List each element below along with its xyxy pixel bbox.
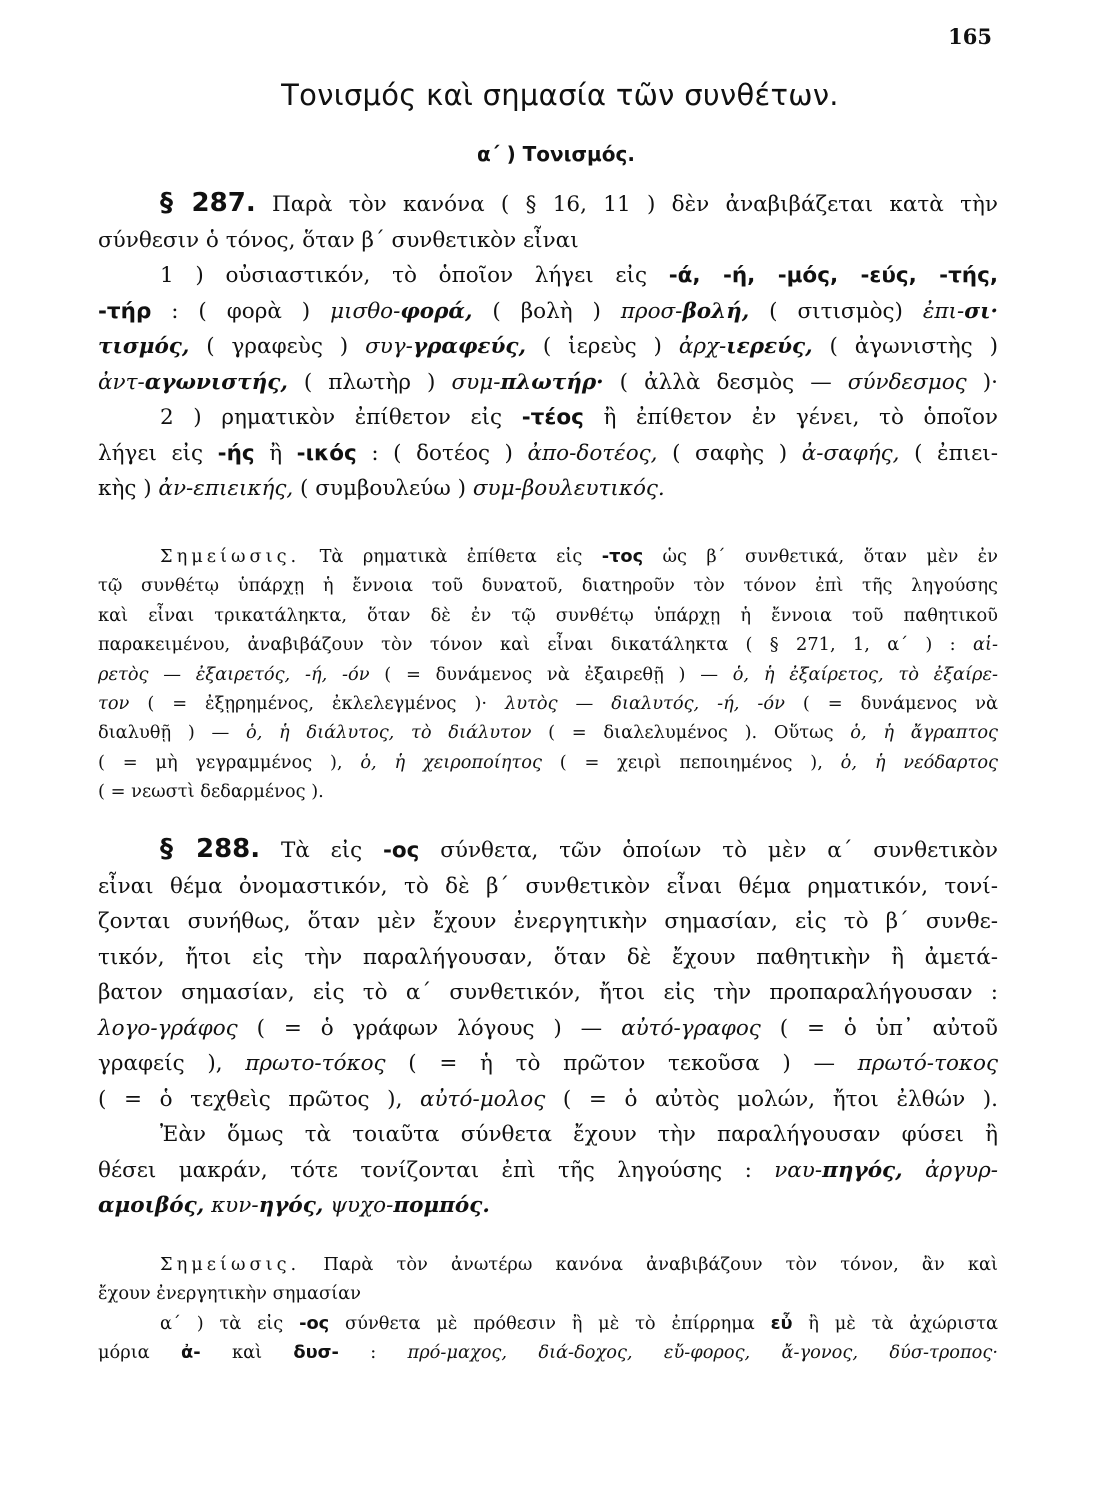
section-number: § 288. <box>160 834 261 864</box>
text-line: τον ( = ἐξῃρημένος, ἐκλελεγμένος )· λυτὸς — διαλυτός, -ή, -όν ( = δυνάμενος νὰ <box>98 693 998 715</box>
text-line: τισμός, ( γραφεὺς ) συγ-γραφεύς, ( ἱερεὺς ) ἀρχ-ιερεύς, ( ἀγωνιστὴς ) <box>98 334 998 359</box>
text-line: Ἐὰν ὅμως τὰ τοιαῦτα σύνθετα ἔχουν τὴν παραλήγουσαν φύσει ἢ <box>160 1122 998 1147</box>
text-line: α΄ ) τὰ εἰς -ος σύνθετα μὲ πρόθεσιν ἢ μὲ τὸ ἐπίρρημα εὖ ἢ μὲ τὰ ἀχώριστα <box>160 1312 998 1334</box>
note-288 <box>98 1250 998 1368</box>
text-line: διαλυθῇ ) — ὁ, ἡ διάλυτος, τὸ διάλυτον ( = διαλελυμένος ). Οὕτως ὁ, ἡ ἄγραπτος <box>98 722 998 744</box>
text-line: λήγει εἰς -ής ἢ -ικός : ( δοτέος ) ἀπο-δοτέος, ( σαφὴς ) ἀ-σαφής, ( ἐπιει- <box>98 440 998 466</box>
note-label: Σημείωσις. <box>160 1254 301 1275</box>
text-line: εἶναι θέμα ὀνομαστικόν, τὸ δὲ β΄ συνθετικὸν εἶναι θέμα ρηματικόν, τονί- <box>98 873 998 899</box>
text-line: καὶ εἶναι τρικατάληκτα, ὅταν δὲ ἐν τῷ συνθέτῳ ὑπάρχῃ ἡ ἔννοια τοῦ παθητικοῦ <box>98 604 998 626</box>
text-line: λογο-γράφος ( = ὁ γράφων λόγους ) — αὐτό-γραφος ( = ὁ ὑπ᾿ αὐτοῦ <box>98 1015 998 1041</box>
text-line: ( = μὴ γεγραμμένος ), ὁ, ἡ χειροποίητος ( = χειρὶ πεποιημένος ), ὁ, ἡ νεόδαρτος <box>98 751 998 773</box>
text-line: § 288. Τὰ εἰς -ος σύνθετα, τῶν ὁποίων τὸ μὲν α΄ συνθετικὸν <box>160 834 998 864</box>
text-line: Σημείωσις. Τὰ ρηματικὰ ἐπίθετα εἰς -τος ὡς β΄ συνθετικά, ὅταν μὲν ἐν <box>160 546 998 567</box>
text-line: 1 ) οὐσιαστικόν, τὸ ὁποῖον λήγει εἰς -ά, -ή, -μός, -εύς, -τής, <box>160 263 999 288</box>
paragraph-287 <box>98 186 998 507</box>
text-line: βατον σημασίαν, εἰς τὸ α΄ συνθετικόν, ἤτοι εἰς τὴν προπαραλήγουσαν : <box>98 980 998 1005</box>
note-287 <box>98 542 998 807</box>
text-line: ( = ὁ τεχθεὶς πρῶτος ), αὐτό-μολος ( = ὁ αὐτὸς μολών, ἤτοι ἐλθών ). <box>98 1086 998 1112</box>
text-line: μόρια ἀ- καὶ δυσ- : πρό-μαχος, διά-δοχος, εὔ-φορος, ἄ-γονος, δύσ-τροπος· <box>98 1342 998 1364</box>
text-line: αμοιβός, κυν-ηγός, ψυχο-πομπός. <box>98 1193 490 1218</box>
note-label: Σημείωσις. <box>160 546 301 567</box>
text-line: 2 ) ρηματικὸν ἐπίθετον εἰς -τέος ἢ ἐπίθετον ἐν γένει, τὸ ὁποῖον <box>160 405 998 430</box>
text-line: Σημείωσις. Παρὰ τὸν ἀνωτέρω κανόνα ἀναβιβάζουν τὸν τόνον, ἂν καὶ <box>160 1254 998 1275</box>
text-line: σύνθεσιν ὁ τόνος, ὅταν β΄ συνθετικὸν εἶναι <box>98 227 579 253</box>
text-line: ζονται συνήθως, ὅταν μὲν ἔχουν ἐνεργητικὴν σημασίαν, εἰς τὸ β΄ συνθε- <box>98 909 998 934</box>
text-line: γραφείς ), πρωτο-τόκος ( = ἡ τὸ πρῶτον τεκοῦσα ) — πρωτό-τοκος <box>98 1051 998 1076</box>
page-number: 165 <box>948 24 992 49</box>
text-line: τικόν, ἤτοι εἰς τὴν παραλήγουσαν, ὅταν δὲ ἔχουν παθητικὴν ἢ ἀμετά- <box>98 944 998 970</box>
text-line: ( = νεωστὶ δεδαρμένος ). <box>98 781 324 803</box>
text-line: ἔχουν ἐνεργητικὴν σημασίαν <box>98 1283 361 1305</box>
section-number: § 287. <box>160 188 256 218</box>
text-line: -τήρ : ( φορὰ ) μισθο-φορά, ( βολὴ ) προσ-βολή, ( σιτισμὸς) ἐπι-σι· <box>98 298 998 324</box>
text-line: παρακειμένου, ἀναβιβάζουν τὸν τόνον καὶ εἶναι δικατάληκτα ( § 271, 1, α΄ ) : αἱ- <box>98 634 998 656</box>
text-line: θέσει μακράν, τότε τονίζονται ἐπὶ τῆς ληγούσης : ναυ-πηγός, ἀργυρ- <box>98 1157 998 1183</box>
section-subtitle: α΄ ) Τονισμός. <box>477 142 635 166</box>
paragraph-288 <box>98 832 998 1224</box>
text-line: ρετὸς — ἐξαιρετός, -ή, -όν ( = δυνάμενος νὰ ἐξαιρεθῇ ) — ὁ, ἡ ἐξαίρετος, τὸ ἐξαίρε- <box>98 663 999 685</box>
text-line: τῷ συνθέτῳ ὑπάρχῃ ἡ ἔννοια τοῦ δυνατοῦ, διατηροῦν τὸν τόνον ἐπὶ τῆς ληγούσης <box>98 575 998 597</box>
text-line: κὴς ) ἀν-επιεικής, ( συμβουλεύω ) συμ-βουλευτικός. <box>98 476 665 501</box>
text-line: § 287. Παρὰ τὸν κανόνα ( § 16, 11 ) δὲν ἀναβιβάζεται κατὰ τὴν <box>160 188 998 218</box>
page-title: Τονισμός καὶ σημασία τῶν συνθέτων. <box>281 78 839 112</box>
text-line: ἀντ-αγωνιστής, ( πλωτὴρ ) συμ-πλωτήρ· ( ἀλλὰ δεσμὸς — σύνδεσμος )· <box>98 369 998 395</box>
